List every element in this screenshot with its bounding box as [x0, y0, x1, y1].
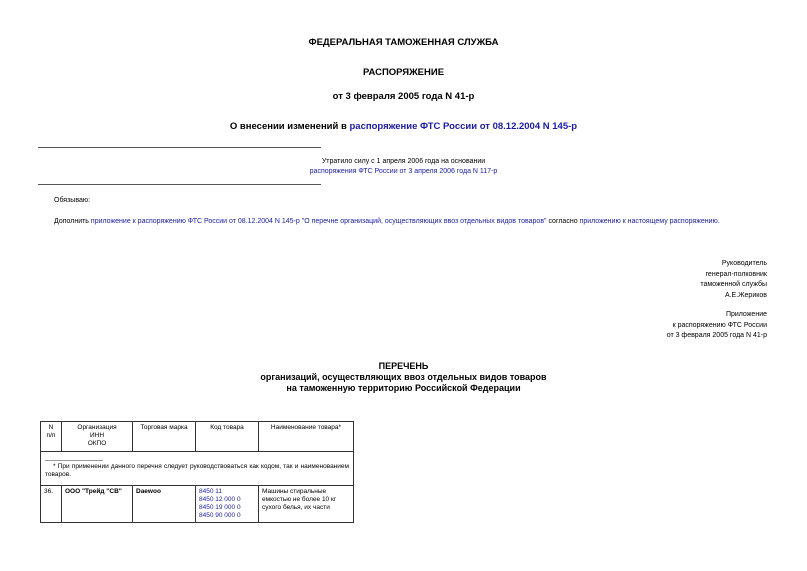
list-title	[0, 361, 807, 394]
list-title-line-1: ПЕРЕЧЕНЬ	[378, 361, 429, 371]
appendix-line-3: от 3 февраля 2005 года N 41-р	[666, 332, 767, 339]
body-middle: согласно	[546, 218, 580, 225]
header-brand: Торговая марка	[133, 422, 196, 452]
row-num: 36.	[41, 486, 62, 523]
appendix-line-2: к распоряжению ФТС России	[672, 321, 767, 329]
header-org: Организация ИНН ОКПО	[62, 422, 133, 452]
document-type: РАСПОРЯЖЕНИЕ	[362, 67, 445, 78]
header-name: Наименование товара*	[259, 422, 354, 452]
subject-prefix: О внесении изменений в	[229, 121, 350, 132]
status-bottom-rule	[38, 184, 321, 185]
header-code: Код товара	[196, 422, 259, 452]
signature-line-1: Руководитель	[721, 260, 767, 267]
obligate-text: Обязываю:	[54, 197, 91, 204]
code-link[interactable]: 8450 11	[199, 488, 223, 495]
row-codes	[196, 486, 259, 523]
footnote-rule: ________________	[45, 454, 103, 461]
header-num: N п/п	[41, 422, 62, 452]
body-prefix: Дополнить	[54, 218, 91, 225]
footnote-text: * При применении данного перечня следует руководствоваться как кодом, так и наименованием товаров.	[45, 463, 349, 478]
status-line: Утратило силу с 1 апреля 2006 года на основании	[321, 158, 486, 165]
signature-line-3: таможенной службы	[700, 281, 767, 288]
row-brand: Daewoo	[133, 486, 196, 523]
list-title-line-3: на таможенную территорию Российской Федерации	[286, 383, 521, 393]
row-product-name: Машины стиральные емкостью не более 10 кг сухого белья, их части	[259, 486, 354, 523]
body-link-appendix[interactable]: приложение к распоряжению ФТС России от 08.12.2004 N 145-р "О перечне организаций, осуществляющих ввоз отдельных видов товаров"	[90, 218, 547, 225]
appendix-block	[667, 310, 767, 342]
document-date: от 3 февраля 2005 года N 41-р	[332, 91, 475, 102]
row-org: ООО "Трейд "СВ"	[62, 486, 133, 523]
status-top-rule	[38, 147, 321, 148]
document-subject	[0, 121, 807, 132]
table-header-row	[41, 422, 354, 452]
appendix-line-1: Приложение	[725, 311, 767, 318]
list-title-line-2: организаций, осуществляющих ввоз отдельных видов товаров	[260, 372, 547, 382]
footnote-row	[41, 452, 354, 486]
footnote-cell	[41, 452, 354, 486]
table-row	[41, 486, 354, 523]
code-link[interactable]: 8450 90 000 0	[199, 512, 241, 519]
status-link[interactable]: распоряжения ФТС России от 3 апреля 2006 года N 117-р	[309, 168, 498, 175]
signature-line-4: А.Е.Жериков	[724, 291, 767, 299]
signature-block	[700, 259, 767, 301]
agency-name: ФЕДЕРАЛЬНАЯ ТАМОЖЕННАЯ СЛУЖБА	[308, 37, 499, 48]
body-end: .	[717, 218, 720, 225]
status-link-wrap	[0, 168, 807, 175]
body-link-current[interactable]: приложению к настоящему распоряжению	[579, 218, 718, 225]
body-paragraph	[54, 218, 794, 225]
organizations-table	[40, 421, 354, 523]
signature-line-2: генерал-полковник	[705, 270, 767, 278]
code-link[interactable]: 8450 12 000 0	[199, 496, 241, 503]
subject-link[interactable]: распоряжение ФТС России от 08.12.2004 N 145-р	[349, 121, 578, 132]
code-link[interactable]: 8450 19 000 0	[199, 504, 241, 511]
